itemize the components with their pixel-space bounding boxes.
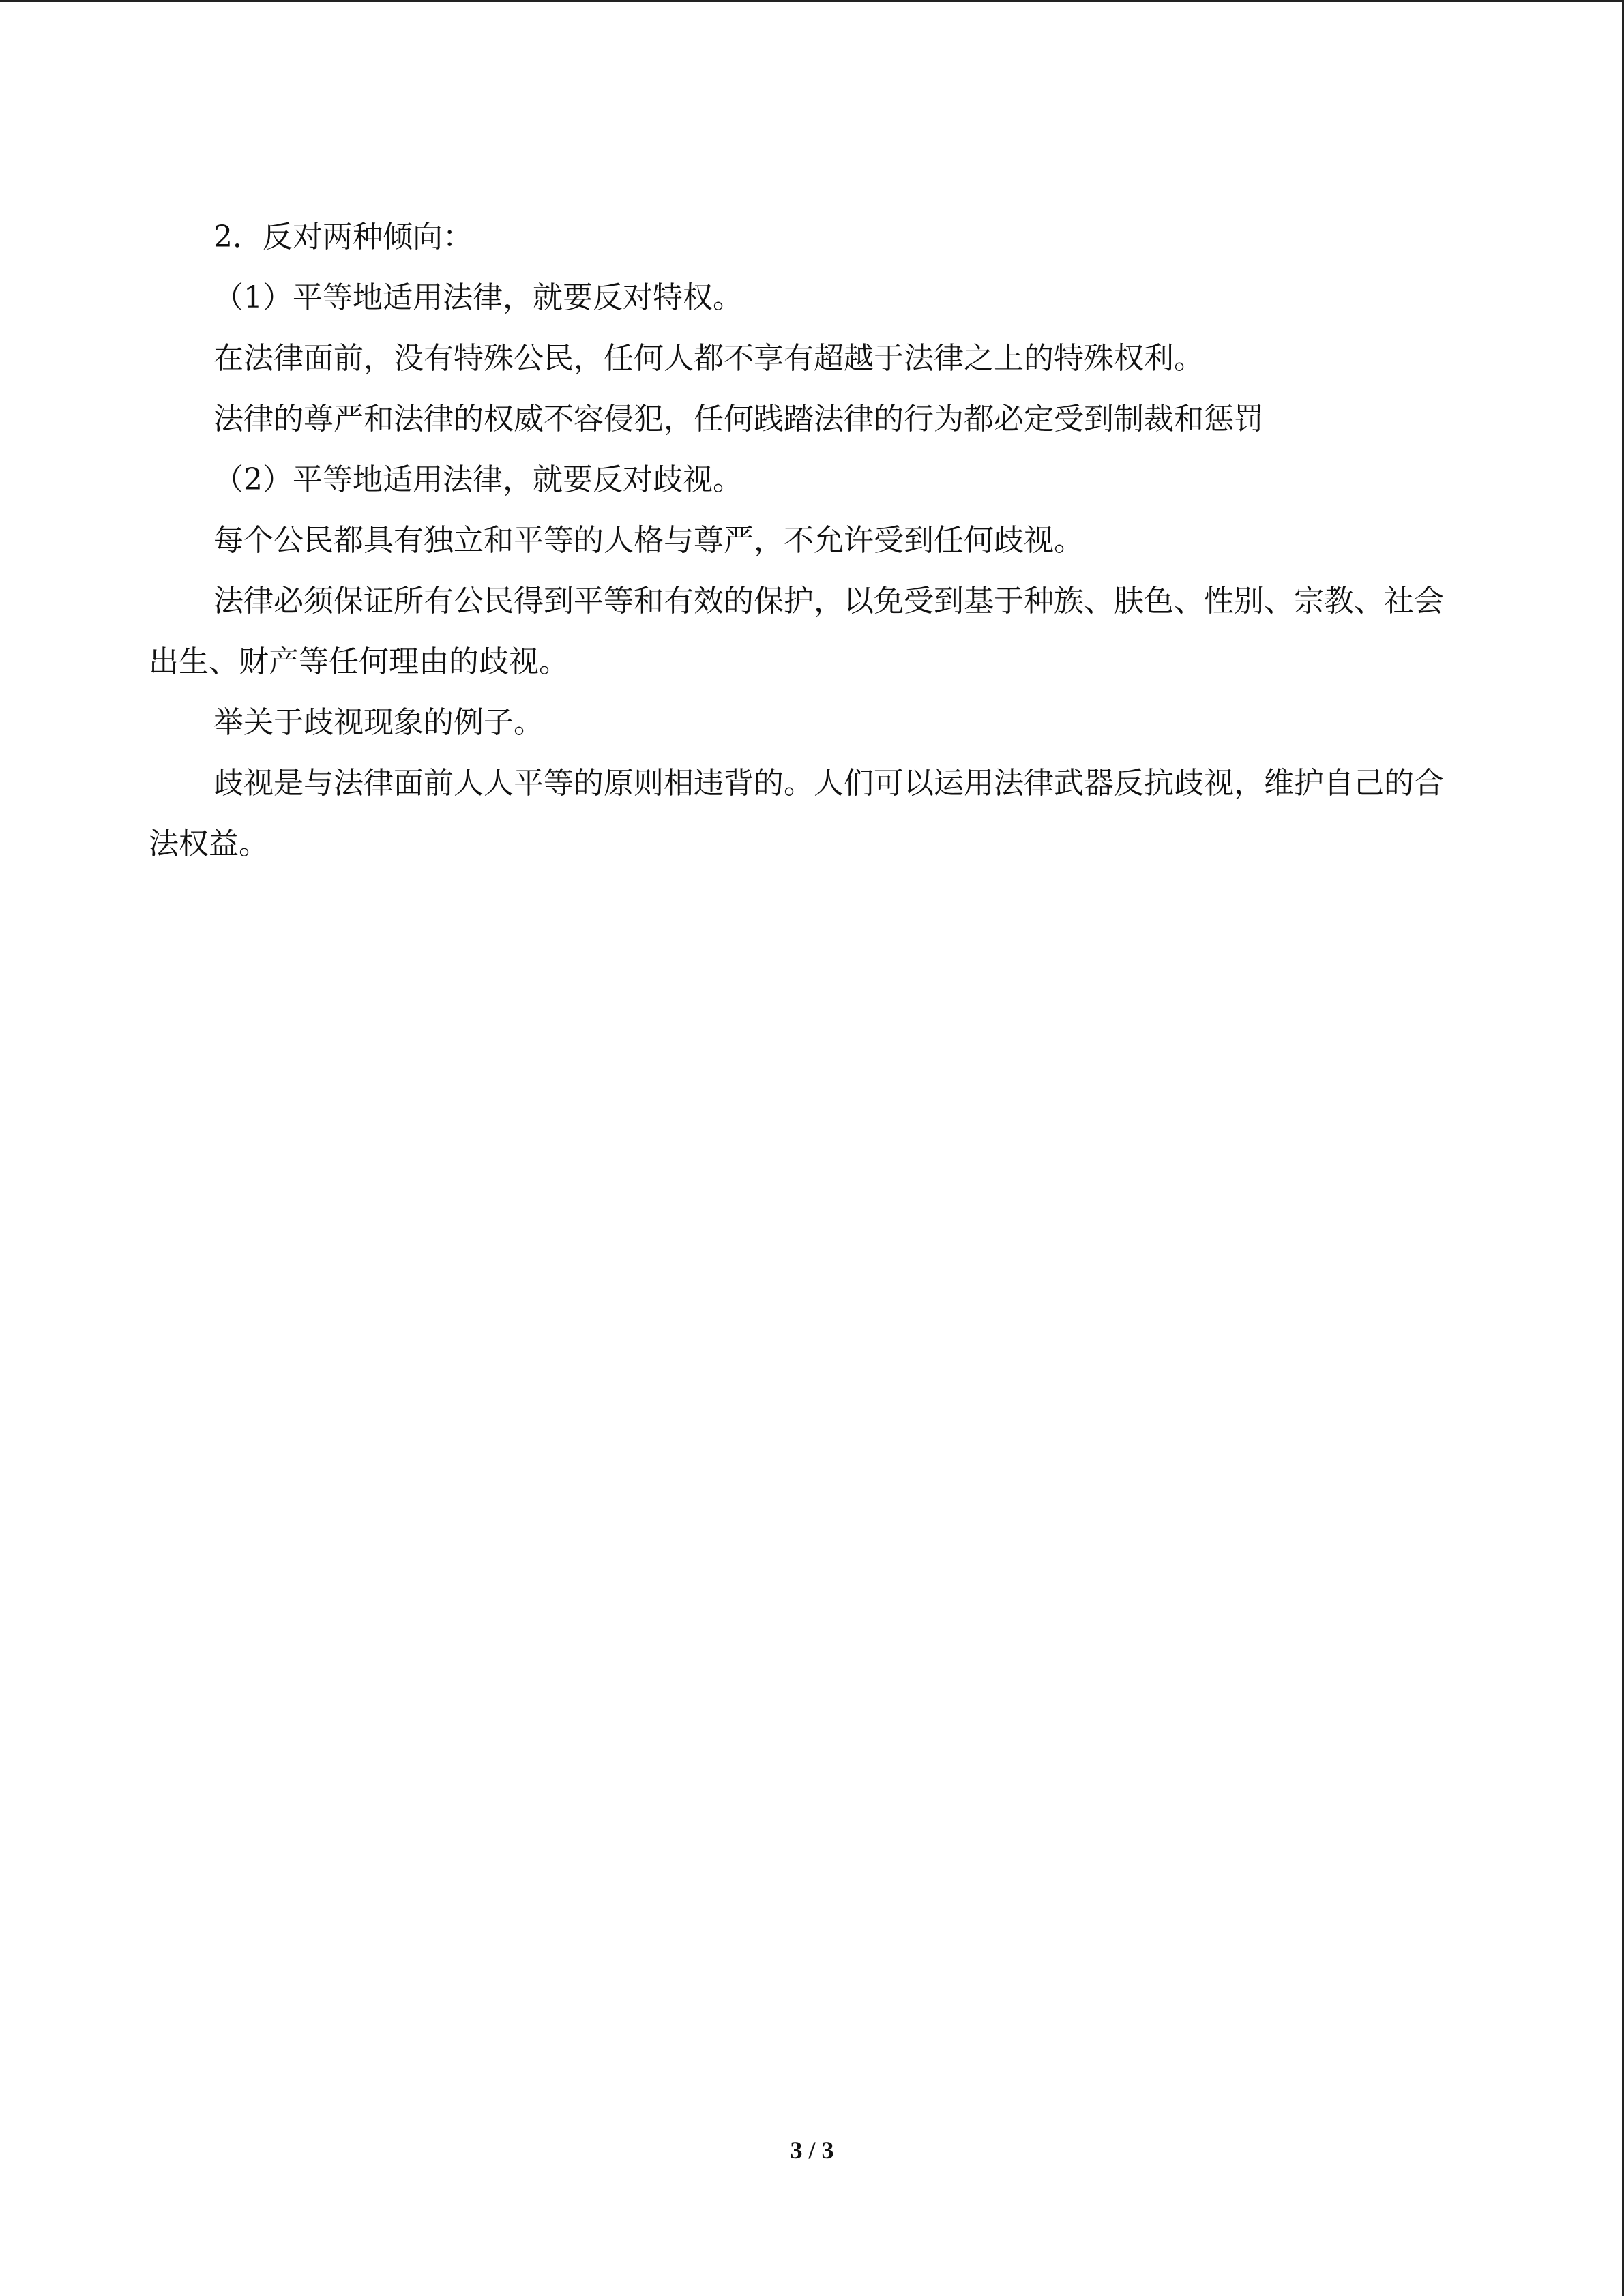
point-oppose-discrimination: （2）平等地适用法律，就要反对歧视。 [213, 462, 743, 497]
heading-two-tendencies: 2．反对两种倾向： [213, 220, 473, 254]
paragraph-equal-dignity: 每个公民都具有独立和平等的人格与尊严，不允许受到任何歧视。 [213, 523, 1084, 558]
paragraph-equal-protection: 法律必须保证所有公民得到平等和有效的保护，以免受到基于种族、肤色、性别、宗教、社会出生、财产等任何理由的歧视。 [149, 584, 1444, 679]
paragraph-discrimination-conclusion: 歧视是与法律面前人人平等的原则相违背的。人们可以运用法律武器反抗歧视，维护自己的合法权益。 [149, 766, 1444, 861]
document-body [149, 207, 1458, 874]
page-number: 3 / 3 [790, 2136, 834, 2164]
paragraph-law-authority: 法律的尊严和法律的权威不容侵犯，任何践踏法律的行为都必定受到制裁和惩罚 [213, 402, 1264, 436]
point-oppose-privilege: （1）平等地适用法律，就要反对特权。 [213, 280, 743, 315]
paragraph-no-special-citizens: 在法律面前，没有特殊公民，任何人都不享有超越于法律之上的特殊权利。 [213, 341, 1204, 376]
paragraph-discrimination-example: 举关于歧视现象的例子。 [213, 705, 544, 740]
